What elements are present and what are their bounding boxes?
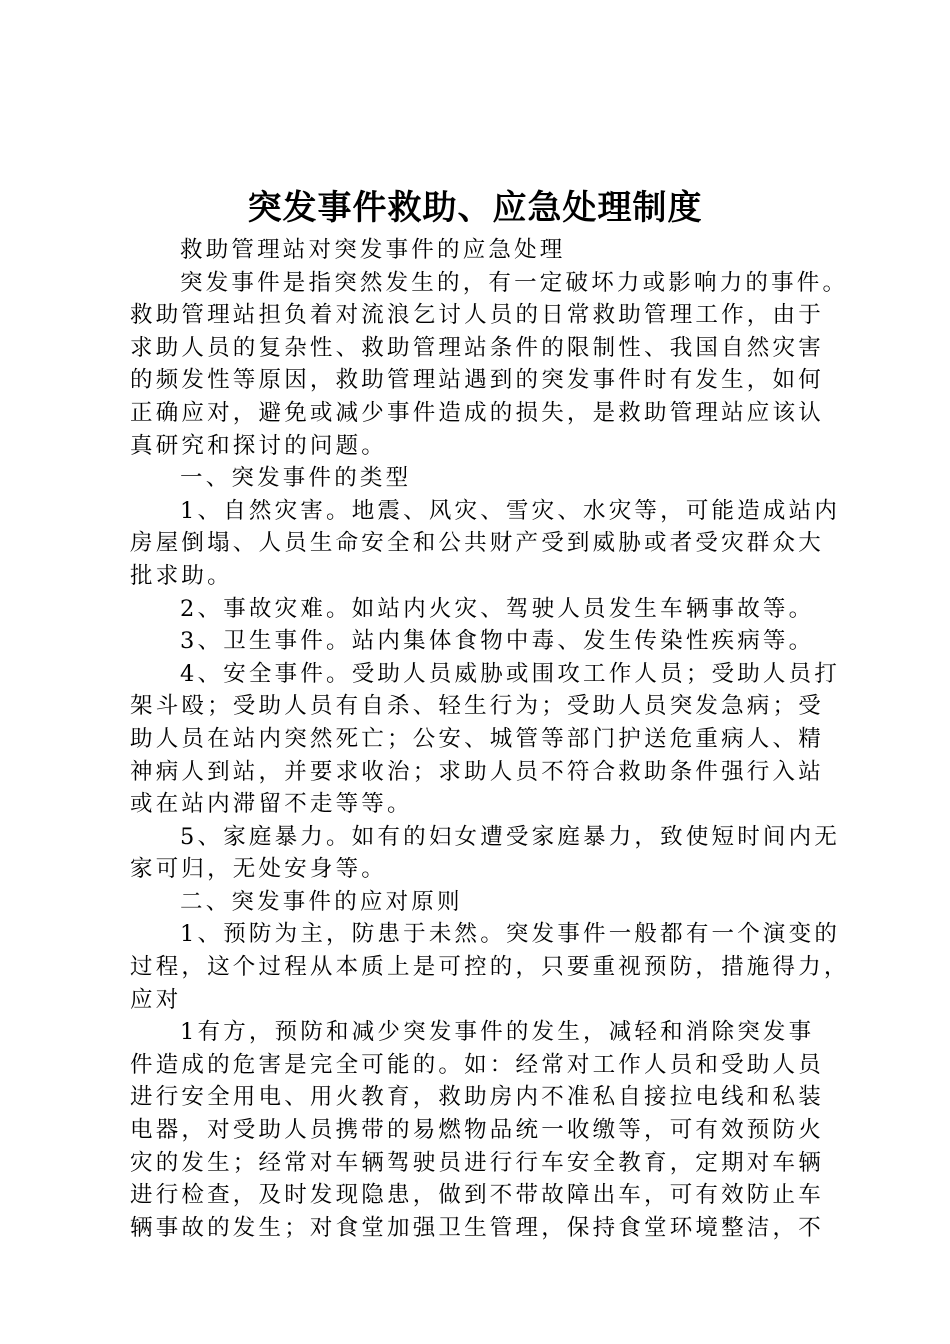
text-line: 1、预防为主，防患于未然。突发事件一般都有一个演变的 — [180, 921, 841, 948]
text-line: 进行安全用电、用火教育，救助房内不准私自接拉电线和私装 — [130, 1084, 824, 1111]
text-line: 2、事故灾难。如站内火灾、驾驶人员发生车辆事故等。 — [180, 595, 815, 622]
text-line: 灾的发生；经常对车辆驾驶员进行行车安全教育，定期对车辆 — [130, 1149, 824, 1176]
text-line: 神病人到站，并要求收治；求助人员不符合救助条件强行入站 — [130, 758, 824, 785]
text-line: 3、卫生事件。站内集体食物中毒、发生传染性疾病等。 — [180, 628, 815, 655]
text-line: 求助人员的复杂性、救助管理站条件的限制性、我国自然灾害 — [130, 334, 824, 361]
text-line: 的频发性等原因，救助管理站遇到的突发事件时有发生，如何 — [130, 367, 824, 394]
text-line: 进行检查，及时发现隐患，做到不带故障出车，可有效防止车 — [130, 1182, 824, 1209]
text-line: 1有方，预防和减少突发事件的发生，减轻和消除突发事 — [180, 1019, 815, 1046]
document-body — [130, 234, 850, 1244]
text-line: 真研究和探讨的问题。 — [130, 432, 388, 459]
text-line: 家可归，无处安身等。 — [130, 856, 388, 883]
text-line: 批求助。 — [130, 562, 233, 589]
text-line: 救助管理站担负着对流浪乞讨人员的日常救助管理工作，由于 — [130, 302, 824, 329]
text-line: 应对 — [130, 986, 182, 1013]
text-line: 突发事件是指突然发生的，有一定破坏力或影响力的事件。 — [180, 269, 849, 296]
text-line: 助人员在站内突然死亡；公安、城管等部门护送危重病人、精 — [130, 725, 824, 752]
text-line: 电器，对受助人员携带的易燃物品统一收缴等，可有效预防火 — [130, 1117, 824, 1144]
text-line: 正确应对，避免或减少事件造成的损失，是救助管理站应该认 — [130, 399, 824, 426]
text-line: 一、突发事件的类型 — [180, 465, 412, 492]
text-line: 架斗殴；受助人员有自杀、轻生行为；受助人员突发急病；受 — [130, 693, 824, 720]
text-line: 或在站内滞留不走等等。 — [130, 791, 413, 818]
text-line: 二、突发事件的应对原则 — [180, 888, 463, 915]
text-line: 过程，这个过程从本质上是可控的，只要重视预防，措施得力， — [130, 954, 850, 981]
text-line: 1、自然灾害。地震、风灾、雪灾、水灾等，可能造成站内 — [180, 497, 841, 524]
text-line: 辆事故的发生；对食堂加强卫生管理，保持食堂环境整洁，不 — [130, 1214, 824, 1241]
text-line: 件造成的危害是完全可能的。如：经常对工作人员和受助人员 — [130, 1051, 824, 1078]
text-line: 4、安全事件。受助人员威胁或围攻工作人员；受助人员打 — [180, 660, 841, 687]
text-line: 5、家庭暴力。如有的妇女遭受家庭暴力，致使短时间内无 — [180, 823, 841, 850]
text-line: 房屋倒塌、人员生命安全和公共财产受到威胁或者受灾群众大 — [130, 530, 824, 557]
text-line: 救助管理站对突发事件的应急处理 — [180, 237, 566, 263]
document-title: 突发事件救助、应急处理制度 — [247, 188, 703, 228]
